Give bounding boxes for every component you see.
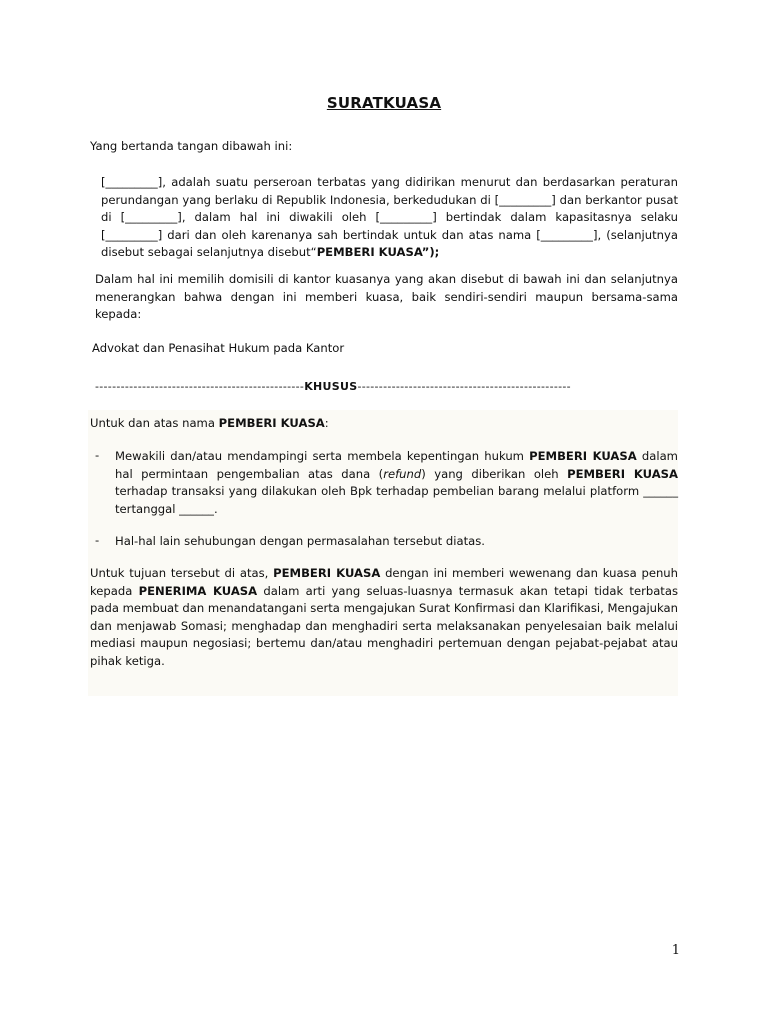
bullet-text-part: terhadap transaksi yang dilakukan oleh Bpk terhadap pembelian barang melalui platform ______ tertanggal ______. xyxy=(115,484,678,516)
grantor-blank: [_________] xyxy=(101,175,163,189)
purpose-paragraph xyxy=(90,565,678,670)
khusus-left-dashes: ------------------------------------------------- xyxy=(95,380,305,393)
bullet-text-part: Mewakili dan/atau mendampingi serta membela kepentingan hukum xyxy=(115,449,530,463)
bullet-bold-part: PEMBERI KUASA xyxy=(567,466,678,481)
grantor-label: PEMBERI KUASA”); xyxy=(316,245,440,259)
bullet-dash: - xyxy=(95,448,100,462)
bullet-bold-part: PEMBERI KUASA xyxy=(529,449,637,463)
purpose-bold-part: PENERIMA KUASA xyxy=(138,583,258,598)
purpose-text-part: dalam arti yang seluas-luasnya termasuk akan tetapi tidak terbatas pada membuat dan menandatangani serta mengajukan Surat Konfirmasi dan Klarifikasi, Mengajukan dan menjawab Somasi; menghadap dan menghadiri serta melaksanakan penyelesaian baik melalui mediasi maupun negosiasi; bertemu dan/atau menghadiri pertemuan dengan pejabat-pejabat atau pihak ketiga. xyxy=(90,583,678,668)
grantee-text: Advokat dan Penasihat Hukum pada Kantor xyxy=(92,341,345,355)
khusus-label: KHUSUS xyxy=(304,380,358,393)
bullet-italic-part: refund xyxy=(383,466,422,481)
purpose-text-part: Untuk tujuan tersebut di atas, xyxy=(90,566,274,580)
on-behalf-prefix: Untuk dan atas nama xyxy=(90,416,219,430)
page-number: 1 xyxy=(671,943,680,958)
khusus-divider xyxy=(95,380,675,393)
document-title: SURATKUASA xyxy=(326,94,442,112)
grantor-paragraph xyxy=(101,174,678,262)
on-behalf-label: PEMBERI KUASA xyxy=(218,416,325,430)
list-item xyxy=(95,448,678,518)
domicile-paragraph: Dalam hal ini memilih domisili di kantor kuasanya yang akan disebut di bawah ini dan selanjutnya menerangkan bahwa dengan ini memberi kuasa, baik sendiri-sendiri maupun bersama-sama kepada: xyxy=(95,272,678,321)
bullet-text-part: dalam hal permintaan pengembalian atas dana ( xyxy=(115,449,678,481)
purpose-text-part: dengan ini memberi wewenang dan kuasa penuh kepada xyxy=(90,566,678,598)
bullet-dash: - xyxy=(95,533,100,547)
on-behalf-colon: : xyxy=(324,416,329,430)
on-behalf-text xyxy=(90,415,670,433)
list-item xyxy=(95,533,678,551)
intro-text: Yang bertanda tangan dibawah ini: xyxy=(90,139,293,153)
grantor-description: , adalah suatu perseroan terbatas yang didirikan menurut dan berdasarkan peraturan perundangan yang berlaku di Republik Indonesia, berkedudukan di [_________] dan berkantor pusat di [_________], dalam hal ini diwakili oleh [_________] bertindak dalam kapasitasnya selaku [_________] dari dan oleh karenanya sah bertindak untuk dan atas nama [_________], (selanjutnya disebut sebagai selanjutnya disebut“ xyxy=(101,175,678,259)
purpose-bold-part: PEMBERI KUASA xyxy=(273,566,381,580)
khusus-right-dashes: -------------------------------------------------- xyxy=(357,380,571,393)
list-item-text xyxy=(115,448,678,518)
bullet-text-part: ) yang diberikan oleh xyxy=(421,466,568,481)
list-item-text: Hal-hal lain sehubungan dengan permasalahan tersebut diatas. xyxy=(115,534,485,548)
